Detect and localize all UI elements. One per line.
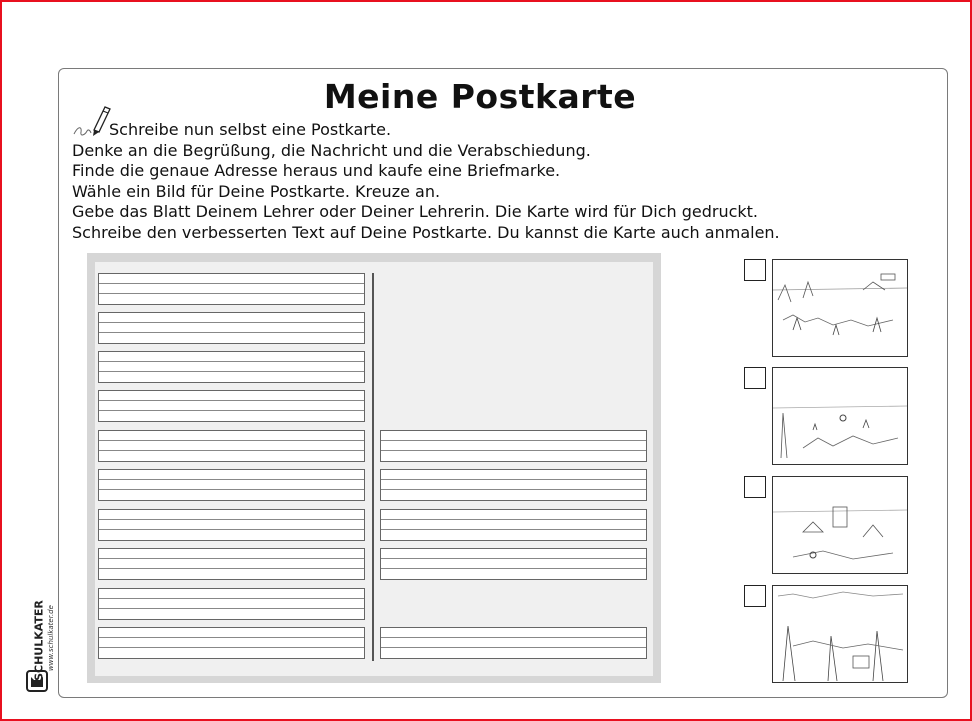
message-line[interactable]: [98, 273, 365, 305]
watermark: Einfach, Einzeln, Stark - Pedagogy of Lehrer: [728, 704, 969, 717]
message-line[interactable]: [98, 469, 365, 501]
cat-icon: [26, 670, 48, 692]
picture-choice-4[interactable]: [772, 585, 908, 683]
postcard-divider: [372, 273, 374, 661]
address-line[interactable]: [380, 509, 647, 541]
schulkater-logo: [22, 590, 56, 700]
message-line[interactable]: [98, 588, 365, 620]
instruction-line: Finde die genaue Adresse heraus und kaufe eine Briefmarke.: [72, 161, 561, 180]
address-line[interactable]: [380, 548, 647, 580]
logo-text: SCHULKATER: [32, 600, 46, 681]
address-line[interactable]: [380, 627, 647, 659]
logo-url: www.schulkater.de: [47, 605, 55, 671]
picture-choice-checkbox[interactable]: [744, 585, 766, 607]
message-line[interactable]: [98, 351, 365, 383]
picture-choice-3[interactable]: [772, 476, 908, 574]
street-sketch-icon: [773, 586, 908, 683]
instructions: [72, 120, 780, 243]
message-line[interactable]: [98, 390, 365, 422]
instruction-line: Schreibe den verbesserten Text auf Deine Postkarte. Du kannst die Karte auch anmalen.: [72, 222, 780, 242]
picture-choice-2[interactable]: [772, 367, 908, 465]
address-line[interactable]: [380, 469, 647, 501]
seaside-sketch-icon: [773, 368, 908, 465]
address-line[interactable]: [380, 430, 647, 462]
picture-choice-checkbox[interactable]: [744, 367, 766, 389]
playground-sketch-icon: [773, 477, 908, 574]
page-title: Meine Postkarte: [323, 77, 637, 116]
message-line[interactable]: [98, 430, 365, 462]
message-line[interactable]: [98, 312, 365, 344]
message-line[interactable]: [98, 509, 365, 541]
picture-choice-1[interactable]: [772, 259, 908, 357]
message-line[interactable]: [98, 548, 365, 580]
instruction-line: Denke an die Begrüßung, die Nachricht und die Verabschiedung.: [72, 140, 591, 160]
instruction-line: Wähle ein Bild für Deine Postkarte. Kreuze an.: [72, 181, 441, 201]
instruction-line: Gebe das Blatt Deinem Lehrer oder Deiner Lehrerin. Die Karte wird für Dich gedruckt.: [72, 202, 759, 221]
beach-sketch-icon: [773, 260, 908, 357]
picture-choice-checkbox[interactable]: [744, 476, 766, 498]
message-line[interactable]: [98, 627, 365, 659]
picture-choice-checkbox[interactable]: [744, 259, 766, 281]
instruction-line: Schreibe nun selbst eine Postkarte.: [109, 120, 392, 139]
